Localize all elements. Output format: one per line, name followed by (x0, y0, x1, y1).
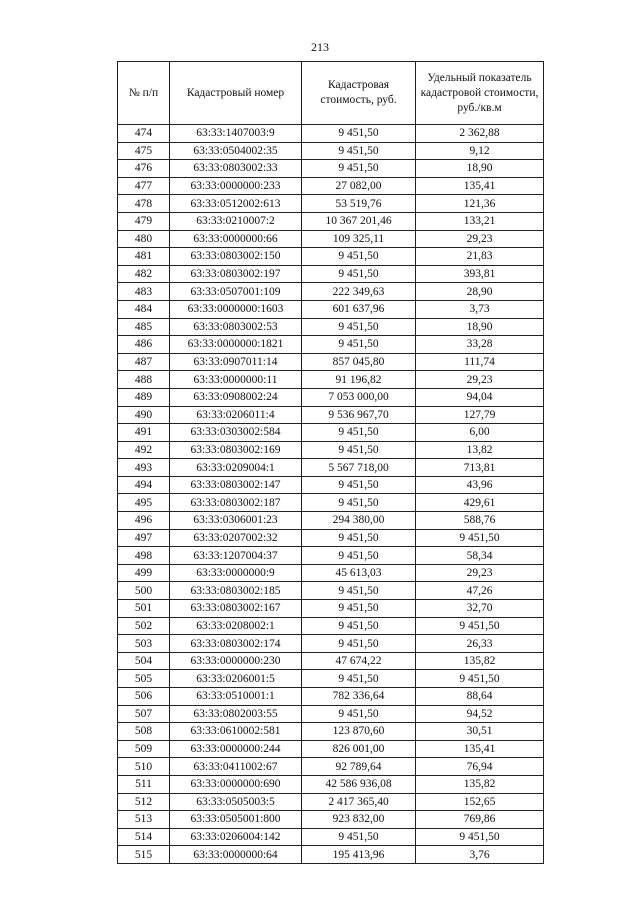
cell-cadastral-cost: 2 417 365,40 (302, 793, 416, 811)
table-row (118, 476, 544, 494)
cell-specific-indicator: 135,41 (416, 740, 544, 758)
cell-row-number: 508 (118, 723, 170, 741)
cell-cadastral-number: 63:33:0803002:150 (170, 248, 302, 266)
table-row (118, 582, 544, 600)
cell-row-number: 510 (118, 758, 170, 776)
header-row-number: № п/п (118, 62, 170, 125)
cell-cadastral-cost: 9 451,50 (302, 142, 416, 160)
cell-specific-indicator: 18,90 (416, 160, 544, 178)
table-row (118, 406, 544, 424)
cell-cadastral-number: 63:33:0210007:2 (170, 212, 302, 230)
cell-row-number: 498 (118, 547, 170, 565)
cell-cadastral-number: 63:33:0510001:1 (170, 688, 302, 706)
cell-row-number: 501 (118, 600, 170, 618)
cell-cadastral-cost: 42 586 936,08 (302, 775, 416, 793)
cell-row-number: 500 (118, 582, 170, 600)
cell-specific-indicator: 429,61 (416, 494, 544, 512)
cell-specific-indicator: 33,28 (416, 336, 544, 354)
cell-specific-indicator: 111,74 (416, 353, 544, 371)
cell-cadastral-number: 63:33:0507001:109 (170, 283, 302, 301)
table-row (118, 336, 544, 354)
cell-cadastral-number: 63:33:0803002:169 (170, 441, 302, 459)
cell-specific-indicator: 6,00 (416, 424, 544, 442)
cell-specific-indicator: 713,81 (416, 459, 544, 477)
cell-cadastral-cost: 9 451,50 (302, 494, 416, 512)
cell-cadastral-cost: 9 451,50 (302, 600, 416, 618)
cell-cadastral-cost: 10 367 201,46 (302, 212, 416, 230)
table-row (118, 142, 544, 160)
cell-cadastral-cost: 9 451,50 (302, 670, 416, 688)
cell-row-number: 496 (118, 512, 170, 530)
cell-specific-indicator: 3,76 (416, 846, 544, 864)
cell-cadastral-number: 63:33:0206011:4 (170, 406, 302, 424)
cell-specific-indicator: 29,23 (416, 230, 544, 248)
cell-cadastral-cost: 9 536 967,70 (302, 406, 416, 424)
cell-row-number: 497 (118, 529, 170, 547)
cell-cadastral-cost: 9 451,50 (302, 582, 416, 600)
table-row (118, 564, 544, 582)
table-row (118, 283, 544, 301)
cell-row-number: 488 (118, 371, 170, 389)
cell-cadastral-number: 63:33:0803002:197 (170, 265, 302, 283)
cell-specific-indicator: 26,33 (416, 635, 544, 653)
table-row (118, 212, 544, 230)
cell-specific-indicator: 21,83 (416, 248, 544, 266)
table-row (118, 459, 544, 477)
cell-cadastral-number: 63:33:0206001:5 (170, 670, 302, 688)
cell-specific-indicator: 13,82 (416, 441, 544, 459)
cell-cadastral-number: 63:33:0000000:1603 (170, 300, 302, 318)
cell-row-number: 484 (118, 300, 170, 318)
cell-specific-indicator: 76,94 (416, 758, 544, 776)
cell-cadastral-cost: 5 567 718,00 (302, 459, 416, 477)
cell-row-number: 482 (118, 265, 170, 283)
cell-cadastral-cost: 9 451,50 (302, 828, 416, 846)
cell-specific-indicator: 9 451,50 (416, 828, 544, 846)
cell-cadastral-cost: 782 336,64 (302, 688, 416, 706)
cadastral-table (117, 61, 544, 864)
cell-cadastral-number: 63:33:0803002:187 (170, 494, 302, 512)
cell-specific-indicator: 58,34 (416, 547, 544, 565)
cell-cadastral-cost: 9 451,50 (302, 547, 416, 565)
cell-cadastral-cost: 27 082,00 (302, 177, 416, 195)
table-row (118, 441, 544, 459)
cell-cadastral-number: 63:33:0411002:67 (170, 758, 302, 776)
cell-cadastral-number: 63:33:0000000:66 (170, 230, 302, 248)
cell-specific-indicator: 18,90 (416, 318, 544, 336)
cell-row-number: 505 (118, 670, 170, 688)
cell-specific-indicator: 29,23 (416, 371, 544, 389)
cell-specific-indicator: 3,73 (416, 300, 544, 318)
cell-cadastral-number: 63:33:0209004:1 (170, 459, 302, 477)
cell-specific-indicator: 9 451,50 (416, 529, 544, 547)
cell-cadastral-cost: 294 380,00 (302, 512, 416, 530)
cell-cadastral-number: 63:33:0803002:174 (170, 635, 302, 653)
page-number: 213 (311, 40, 329, 54)
cell-row-number: 475 (118, 142, 170, 160)
cell-row-number: 485 (118, 318, 170, 336)
cell-cadastral-number: 63:33:0000000:9 (170, 564, 302, 582)
header-cadastral-cost: Кадастровая стоимость, руб. (302, 62, 416, 125)
cell-row-number: 477 (118, 177, 170, 195)
cell-row-number: 503 (118, 635, 170, 653)
cell-cadastral-number: 63:33:0504002:35 (170, 142, 302, 160)
cell-cadastral-number: 63:33:0000000:230 (170, 652, 302, 670)
cell-row-number: 480 (118, 230, 170, 248)
cell-row-number: 493 (118, 459, 170, 477)
cell-specific-indicator: 133,21 (416, 212, 544, 230)
table-row (118, 125, 544, 143)
cell-row-number: 487 (118, 353, 170, 371)
cell-cadastral-cost: 9 451,50 (302, 424, 416, 442)
cell-cadastral-number: 63:33:1407003:9 (170, 125, 302, 143)
cell-cadastral-cost: 92 789,64 (302, 758, 416, 776)
table-row (118, 230, 544, 248)
cell-cadastral-cost: 601 637,96 (302, 300, 416, 318)
cell-specific-indicator: 393,81 (416, 265, 544, 283)
cell-row-number: 491 (118, 424, 170, 442)
table-row (118, 775, 544, 793)
cell-row-number: 479 (118, 212, 170, 230)
cell-specific-indicator: 9,12 (416, 142, 544, 160)
cell-row-number: 502 (118, 617, 170, 635)
cell-cadastral-number: 63:33:0000000:1821 (170, 336, 302, 354)
table-row (118, 688, 544, 706)
cell-cadastral-cost: 123 870,60 (302, 723, 416, 741)
cell-cadastral-number: 63:33:0505001:800 (170, 811, 302, 829)
table-row (118, 494, 544, 512)
cell-cadastral-number: 63:33:0802003:55 (170, 705, 302, 723)
cell-cadastral-number: 63:33:0505003:5 (170, 793, 302, 811)
cell-row-number: 486 (118, 336, 170, 354)
header-specific-indicator: Удельный показатель кадастровой стоимости, руб./кв.м (416, 62, 544, 125)
cell-row-number: 514 (118, 828, 170, 846)
cell-row-number: 512 (118, 793, 170, 811)
cell-cadastral-cost: 9 451,50 (302, 617, 416, 635)
cell-specific-indicator: 2 362,88 (416, 125, 544, 143)
cell-cadastral-cost: 923 832,00 (302, 811, 416, 829)
table-row (118, 758, 544, 776)
cell-specific-indicator: 94,04 (416, 388, 544, 406)
table-row (118, 705, 544, 723)
cell-specific-indicator: 121,36 (416, 195, 544, 213)
cell-row-number: 511 (118, 775, 170, 793)
table-row (118, 723, 544, 741)
cell-row-number: 489 (118, 388, 170, 406)
cell-specific-indicator: 30,51 (416, 723, 544, 741)
cell-cadastral-cost: 9 451,50 (302, 336, 416, 354)
cell-specific-indicator: 127,79 (416, 406, 544, 424)
cell-cadastral-cost: 9 451,50 (302, 476, 416, 494)
cell-cadastral-number: 63:33:0000000:233 (170, 177, 302, 195)
cell-cadastral-number: 63:33:0000000:11 (170, 371, 302, 389)
table-row (118, 670, 544, 688)
cell-cadastral-cost: 53 519,76 (302, 195, 416, 213)
table-row (118, 318, 544, 336)
cell-specific-indicator: 9 451,50 (416, 617, 544, 635)
cell-row-number: 492 (118, 441, 170, 459)
cell-specific-indicator: 94,52 (416, 705, 544, 723)
table-row (118, 600, 544, 618)
cell-row-number: 509 (118, 740, 170, 758)
cell-cadastral-cost: 9 451,50 (302, 160, 416, 178)
table-row (118, 300, 544, 318)
cell-cadastral-cost: 9 451,50 (302, 125, 416, 143)
cell-cadastral-cost: 9 451,50 (302, 248, 416, 266)
cell-specific-indicator: 588,76 (416, 512, 544, 530)
cell-cadastral-cost: 826 001,00 (302, 740, 416, 758)
cell-row-number: 494 (118, 476, 170, 494)
cell-cadastral-cost: 9 451,50 (302, 529, 416, 547)
cell-row-number: 515 (118, 846, 170, 864)
cell-cadastral-number: 63:33:0907011:14 (170, 353, 302, 371)
cell-cadastral-cost: 857 045,80 (302, 353, 416, 371)
cell-cadastral-number: 63:33:0908002:24 (170, 388, 302, 406)
table-row (118, 177, 544, 195)
cell-cadastral-number: 63:33:0803002:53 (170, 318, 302, 336)
table-row (118, 652, 544, 670)
cell-specific-indicator: 88,64 (416, 688, 544, 706)
cell-cadastral-number: 63:33:0206004:142 (170, 828, 302, 846)
table-row (118, 353, 544, 371)
cell-specific-indicator: 135,41 (416, 177, 544, 195)
cell-cadastral-number: 63:33:0207002:32 (170, 529, 302, 547)
table-row (118, 529, 544, 547)
cell-cadastral-cost: 195 413,96 (302, 846, 416, 864)
header-cadastral-number: Кадастровый номер (170, 62, 302, 125)
table-row (118, 811, 544, 829)
table-row (118, 265, 544, 283)
cell-cadastral-number: 63:33:0306001:23 (170, 512, 302, 530)
cell-cadastral-number: 63:33:0208002:1 (170, 617, 302, 635)
cell-cadastral-cost: 9 451,50 (302, 705, 416, 723)
cell-cadastral-number: 63:33:0803002:185 (170, 582, 302, 600)
table-body (118, 125, 544, 864)
table-row (118, 617, 544, 635)
cell-row-number: 474 (118, 125, 170, 143)
table-row (118, 388, 544, 406)
cell-row-number: 513 (118, 811, 170, 829)
cell-specific-indicator: 28,90 (416, 283, 544, 301)
cell-cadastral-number: 63:33:0803002:147 (170, 476, 302, 494)
cell-row-number: 495 (118, 494, 170, 512)
cell-specific-indicator: 29,23 (416, 564, 544, 582)
cell-row-number: 506 (118, 688, 170, 706)
table-row (118, 635, 544, 653)
cell-row-number: 483 (118, 283, 170, 301)
cell-row-number: 504 (118, 652, 170, 670)
table-row (118, 195, 544, 213)
table-row (118, 740, 544, 758)
cell-cadastral-number: 63:33:0803002:167 (170, 600, 302, 618)
cell-cadastral-cost: 47 674,22 (302, 652, 416, 670)
cell-cadastral-number: 63:33:0000000:64 (170, 846, 302, 864)
cell-row-number: 499 (118, 564, 170, 582)
cell-cadastral-cost: 91 196,82 (302, 371, 416, 389)
table-row (118, 547, 544, 565)
cell-specific-indicator: 32,70 (416, 600, 544, 618)
table-row (118, 160, 544, 178)
table-row (118, 512, 544, 530)
cell-specific-indicator: 152,65 (416, 793, 544, 811)
cell-cadastral-cost: 222 349,63 (302, 283, 416, 301)
table-row (118, 846, 544, 864)
cell-cadastral-number: 63:33:0000000:244 (170, 740, 302, 758)
cell-specific-indicator: 135,82 (416, 652, 544, 670)
cell-cadastral-cost: 9 451,50 (302, 635, 416, 653)
cell-row-number: 476 (118, 160, 170, 178)
cell-row-number: 507 (118, 705, 170, 723)
cell-cadastral-cost: 7 053 000,00 (302, 388, 416, 406)
cell-specific-indicator: 769,86 (416, 811, 544, 829)
table-row (118, 371, 544, 389)
cell-cadastral-cost: 9 451,50 (302, 441, 416, 459)
table-header-row (118, 62, 544, 125)
cell-cadastral-number: 63:33:0000000:690 (170, 775, 302, 793)
cell-row-number: 478 (118, 195, 170, 213)
table-row (118, 424, 544, 442)
cell-cadastral-number: 63:33:0610002:581 (170, 723, 302, 741)
cell-cadastral-cost: 9 451,50 (302, 265, 416, 283)
table-row (118, 828, 544, 846)
cell-cadastral-cost: 45 613,03 (302, 564, 416, 582)
cell-row-number: 490 (118, 406, 170, 424)
cell-specific-indicator: 43,96 (416, 476, 544, 494)
cell-cadastral-number: 63:33:0803002:33 (170, 160, 302, 178)
cell-specific-indicator: 135,82 (416, 775, 544, 793)
table-row (118, 793, 544, 811)
cell-cadastral-number: 63:33:1207004:37 (170, 547, 302, 565)
cell-cadastral-number: 63:33:0303002:584 (170, 424, 302, 442)
cell-cadastral-cost: 9 451,50 (302, 318, 416, 336)
cell-specific-indicator: 47,26 (416, 582, 544, 600)
table-row (118, 248, 544, 266)
cell-cadastral-number: 63:33:0512002:613 (170, 195, 302, 213)
cell-specific-indicator: 9 451,50 (416, 670, 544, 688)
cell-row-number: 481 (118, 248, 170, 266)
cell-cadastral-cost: 109 325,11 (302, 230, 416, 248)
